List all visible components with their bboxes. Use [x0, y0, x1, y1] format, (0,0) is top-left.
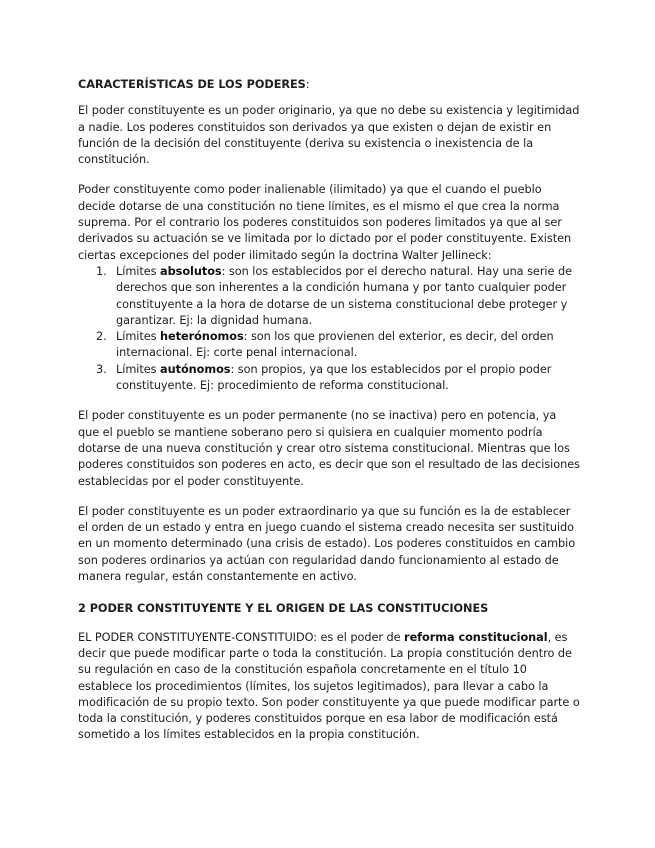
paragraph-inalienable: Poder constituyente como poder inalienable (ilimitado) ya que el cuando el pueblo decide dotarse de una constitución no tiene límites, es el mismo el que crea la norma suprema. Por el contrario los poderes constituidos son poderes limitados ya que al ser derivados su actuación se ve limitada por lo dictado por el poder constituyente. Existen ciertas excepciones del poder ilimitado según la doctrina Walter Jellineck: [78, 183, 572, 262]
section-title-colon: : [305, 78, 310, 91]
list-item [78, 329, 580, 362]
paragraph-reforma-intro: EL PODER CONSTITUYENTE-CONSTITUIDO: es el poder de [78, 630, 405, 644]
limits-list [78, 264, 580, 394]
section-title-text: CARACTERÍSTICAS DE LOS PODERES [78, 78, 306, 91]
list-item-prefix: Límites [116, 362, 161, 376]
section-2-title: 2 PODER CONSTITUYENTE Y EL ORIGEN DE LAS CONSTITUCIONES [78, 602, 489, 616]
paragraph-permanente: El poder constituyente es un poder permanente (no se inactiva) pero en potencia, ya que el pueblo se mantiene soberano pero si quisiera en cualquier momento podría dotarse de una nueva constitución y crear otro sistema constitucional. Mientras que los poderes constituidos son poderes en acto, es decir que son el resultado de las decisiones establecidas por el poder constituyente. [78, 409, 580, 488]
list-item-description: : son los establecidos por el derecho natural. Hay una serie de derechos que son inherentes a la condición humana y por tanto cualquier poder constituyente a la hora de dotarse de un sistema constitucional debe proteger y garantizar. Ej: la dignidad humana. [116, 264, 572, 327]
list-item [78, 264, 580, 329]
list-item-description: : son los que provienen del exterior, es decir, del orden internacional. Ej: corte penal internacional. [116, 330, 554, 360]
list-item-number: 3. [96, 362, 107, 376]
list-item-description: : son propios, ya que los establecidos por el propio poder constituyente. Ej: procedimiento de reforma constitucional. [116, 362, 552, 393]
list-item-term: heterónomos [160, 330, 244, 344]
paragraph-reforma [78, 630, 580, 744]
section-title [78, 77, 580, 93]
list-item-term: absolutos [160, 264, 222, 278]
list-item-term: autónomos [160, 362, 231, 376]
paragraph-originario: El poder constituyente es un poder originario, ya que no debe su existencia y legitimidad a nadie. Los poderes constituidos son derivados ya que existen o dejan de existir en función de la decisión del constituyente (deriva su existencia o inexistencia de la constitución. [78, 104, 580, 167]
list-item [78, 362, 580, 395]
paragraph-reforma-term: reforma constitucional [404, 630, 548, 644]
list-item-number: 2. [96, 330, 107, 344]
paragraph-extraordinario: El poder constituyente es un poder extraordinario ya que su función es la de establecer el orden de un estado y entra en juego cuando el sistema creado necesita ser sustituido en un momento determinado (una crisis de estado). Los poderes constituidos en cambio son poderes ordinarios ya actúan con regularidad dando funcionamiento al estado de manera regular, están constantemente en activo. [78, 504, 576, 584]
document-page [78, 77, 580, 744]
list-item-number: 1. [96, 264, 107, 278]
list-item-prefix: Límites [116, 264, 161, 278]
list-item-prefix: Límites [116, 330, 161, 344]
paragraph-reforma-body: , es decir que puede modificar parte o toda la constitución. La propia constitución dentro de su regulación en caso de la constitución española concretamente en el título 10 establece los procedimientos (límites, los sujetos legitimados), para llevar a cabo la modificación de su propio texto. Son poder constituyente ya que puede modificar parte o toda la constitución, y poderes constituidos porque en esa labor de modificación está sometido a los límites establecidos en la propia constitución. [78, 630, 580, 742]
